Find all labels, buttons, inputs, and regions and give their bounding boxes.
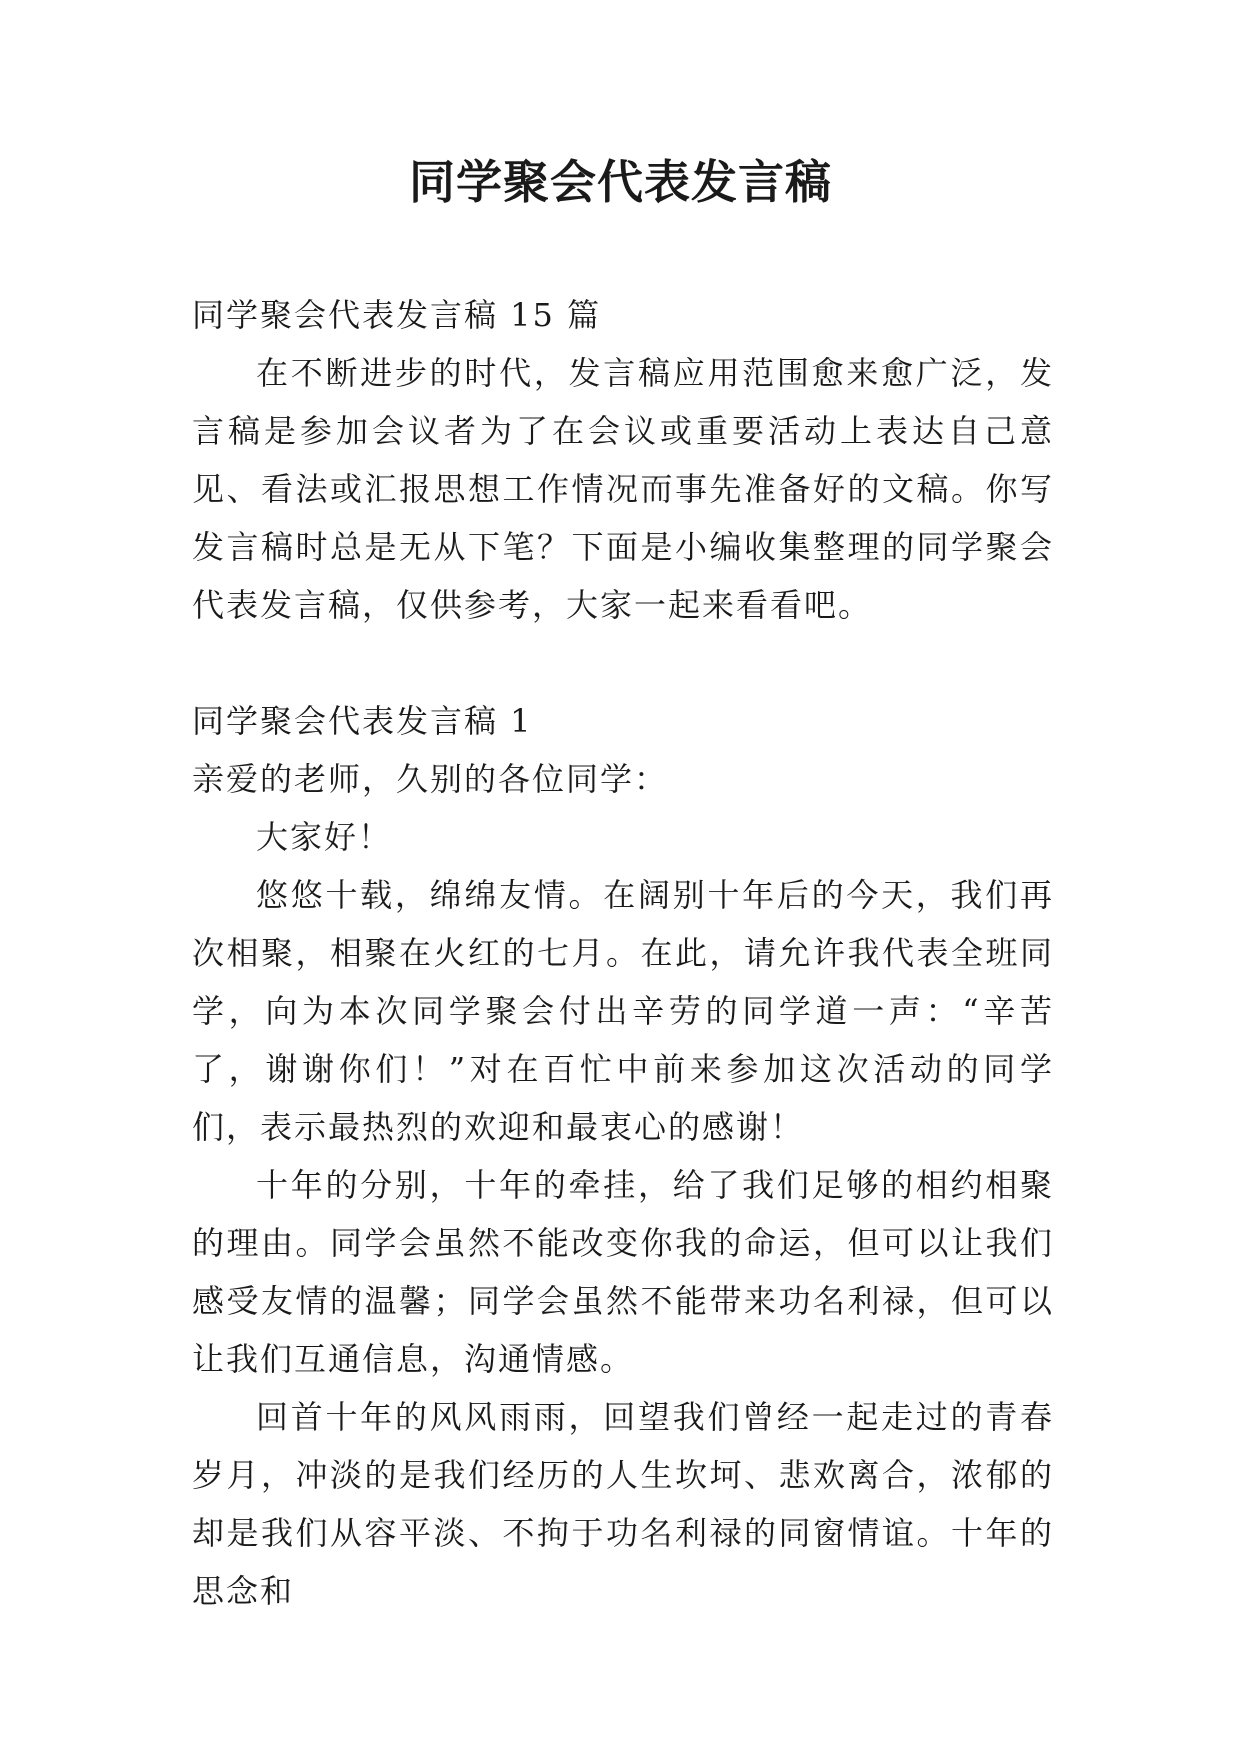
- body-paragraph: 回首十年的风风雨雨，回望我们曾经一起走过的青春岁月，冲淡的是我们经历的人生坎坷、悲欢离合，浓郁的却是我们从容平淡、不拘于功名利禄的同窗情谊。十年的思念和: [192, 1398, 1054, 1610]
- body-paragraph: 悠悠十载，绵绵友情。在阔别十年后的今天，我们再次相聚，相聚在火红的七月。在此，请允许我代表全班同学，向为本次同学聚会付出辛劳的同学道一声：“辛苦了，谢谢你们！”对在百忙中前来参加这次活动的同学们，表示最热烈的欢迎和最衷心的感谢！: [192, 876, 1054, 1146]
- greeting: 大家好！: [256, 818, 393, 856]
- section-spacer: [192, 634, 1054, 692]
- body-paragraph: 十年的分别，十年的牵挂，给了我们足够的相约相聚的理由。同学会虽然不能改变你我的命运，但可以让我们感受友情的温馨；同学会虽然不能带来功名利禄，但可以让我们互通信息，沟通情感。: [192, 1166, 1054, 1378]
- document-subtitle: 同学聚会代表发言稿 15 篇: [192, 296, 602, 334]
- section-title: 同学聚会代表发言稿 1: [192, 702, 533, 740]
- salutation: 亲爱的老师，久别的各位同学：: [192, 760, 669, 798]
- document-body: [192, 286, 1054, 1620]
- document-title: 同学聚会代表发言稿: [409, 155, 832, 209]
- intro-paragraph: 在不断进步的时代，发言稿应用范围愈来愈广泛，发言稿是参加会议者为了在会议或重要活动上表达自己意见、看法或汇报思想工作情况而事先准备好的文稿。你写发言稿时总是无从下笔？下面是小编收集整理的同学聚会代表发言稿，仅供参考，大家一起来看看吧。: [192, 354, 1054, 624]
